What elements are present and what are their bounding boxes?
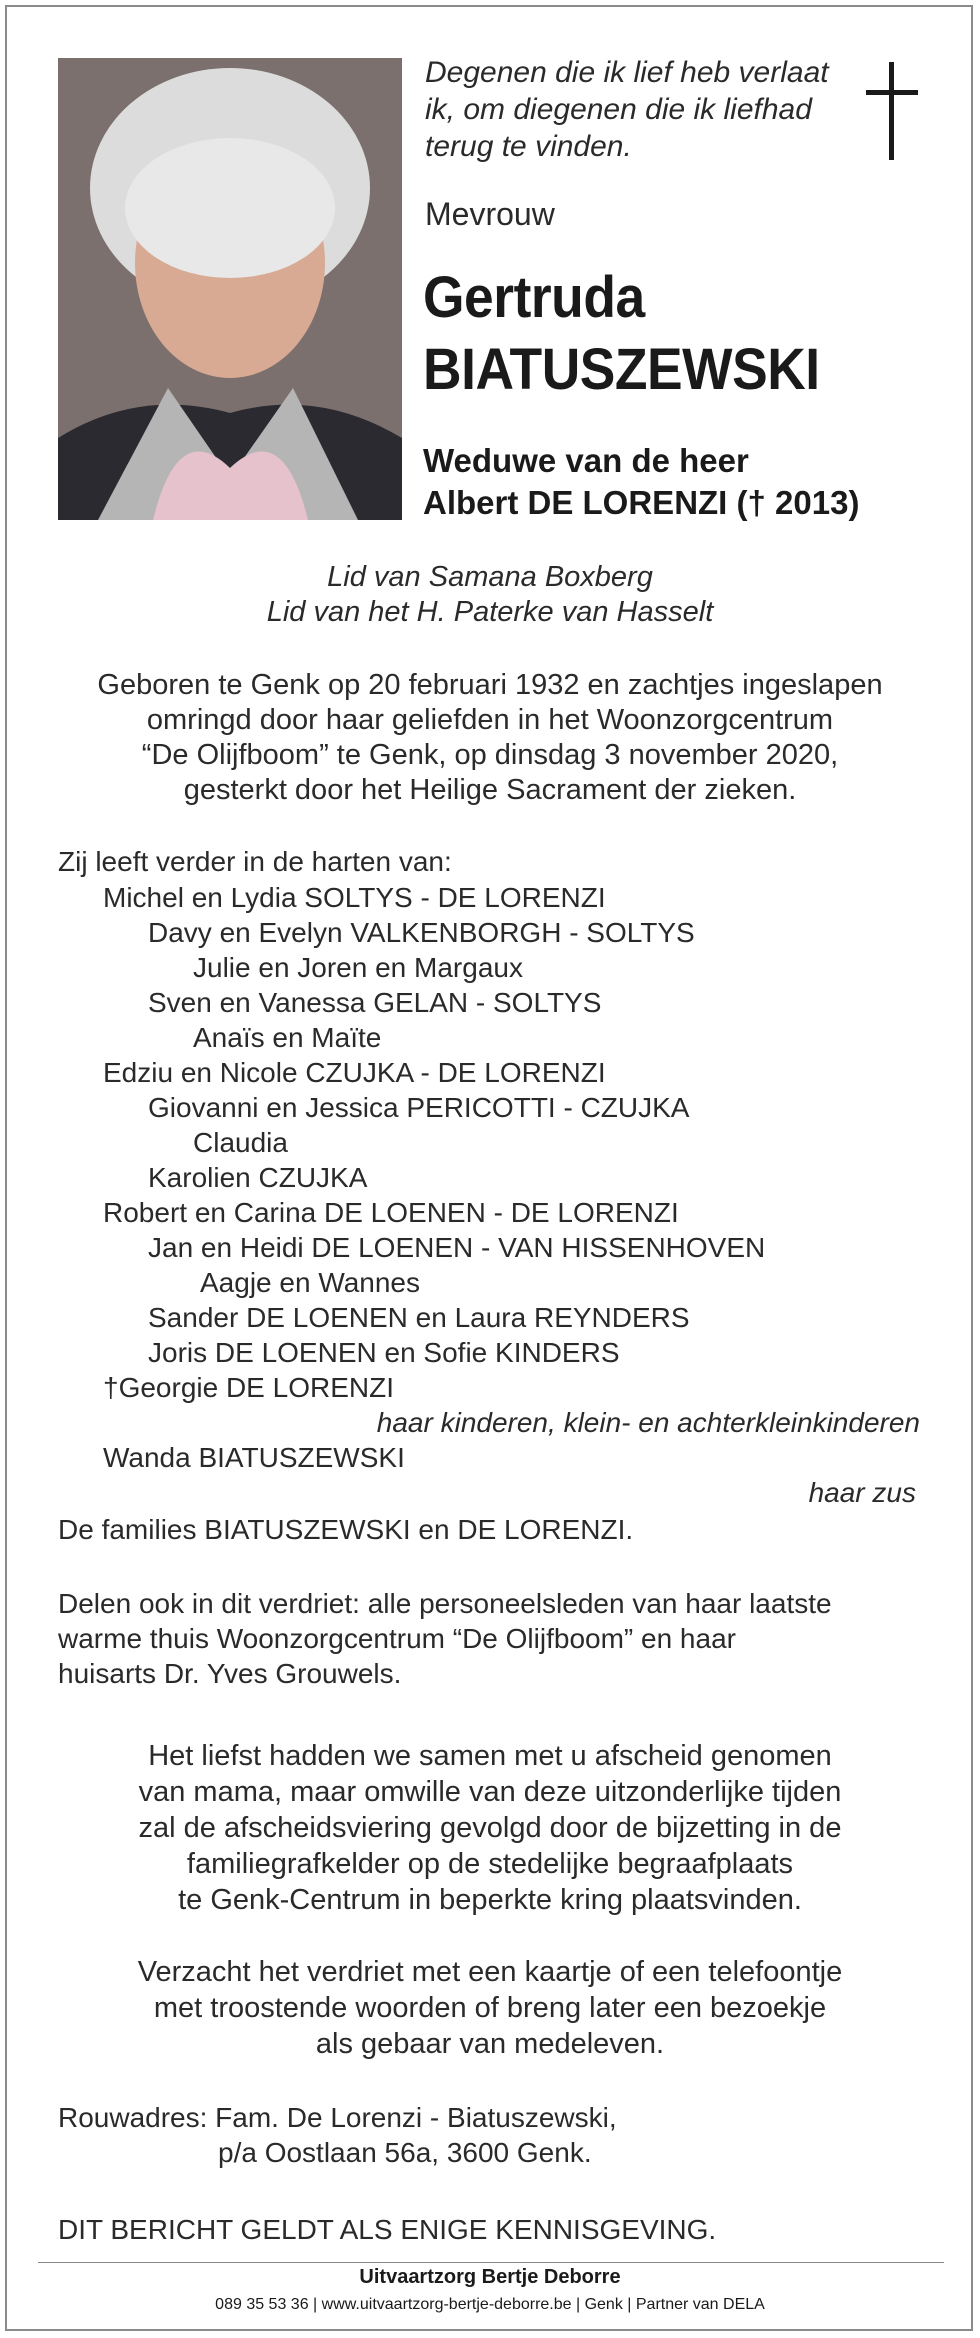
footer-divider: [38, 2262, 944, 2263]
poem-line: Degenen die ik lief heb verlaat: [425, 56, 829, 89]
memberships: [0, 560, 980, 630]
address-line: p/a Oostlaan 56a, 3600 Genk.: [218, 2137, 592, 2168]
family-line: †Georgie DE LORENZI: [103, 1372, 394, 1403]
family-line: Wanda BIATUSZEWSKI: [103, 1442, 405, 1473]
family-line: Edziu en Nicole CZUJKA - DE LORENZI: [103, 1057, 606, 1088]
footer-info: 089 35 53 36 | www.uitvaartzorg-bertje-deborre.be | Genk | Partner van DELA: [215, 2296, 765, 2313]
farewell-line: te Genk-Centrum in beperkte kring plaatsvinden.: [178, 1884, 802, 1916]
families-line: De families BIATUSZEWSKI en DE LORENZI.: [58, 1514, 634, 1545]
comfort-line: Verzacht het verdriet met een kaartje of een telefoontje: [137, 1956, 843, 1988]
share-line: huisarts Dr. Yves Grouwels.: [58, 1658, 402, 1689]
family-relation: haar kinderen, klein- en achterkleinkinderen: [376, 1407, 920, 1438]
family-line: Claudia: [193, 1127, 288, 1158]
comfort-line: als gebaar van medeleven.: [315, 2028, 665, 2060]
family-line: Giovanni en Jessica PERICOTTI - CZUJKA: [148, 1092, 690, 1123]
farewell-paragraph: [0, 1738, 980, 1918]
poem-line: ik, om diegenen die ik liefhad: [425, 93, 812, 126]
family-intro: Zij leeft verder in de harten van:: [58, 846, 452, 877]
family-line: Anaïs en Maïte: [193, 1022, 382, 1053]
birth-line: Geboren te Genk op 20 februari 1932 en zachtjes ingeslapen: [97, 669, 883, 701]
widow-text: Weduwe van de heer: [423, 442, 749, 479]
comfort-paragraph: [0, 1954, 980, 2062]
family-line: Aagje en Wannes: [200, 1267, 420, 1298]
salutation: Mevrouw: [425, 196, 555, 232]
deceased-name: [423, 262, 820, 406]
birth-line: “De Olijfboom” te Genk, op dinsdag 3 november 2020,: [141, 739, 839, 771]
widow-text: Albert DE LORENZI († 2013): [423, 484, 860, 521]
address-line: Rouwadres: Fam. De Lorenzi - Biatuszewski,: [58, 2102, 617, 2133]
family-line: Jan en Heidi DE LOENEN - VAN HISSENHOVEN: [148, 1232, 766, 1263]
poem-line: terug te vinden.: [425, 130, 632, 163]
birth-paragraph: [0, 668, 980, 808]
last-name: BIATUSZEWSKI: [423, 337, 820, 402]
widow-line: [423, 440, 859, 524]
family-line: Michel en Lydia SOLTYS - DE LORENZI: [103, 882, 606, 913]
notice: DIT BERICHT GELDT ALS ENIGE KENNISGEVING.: [58, 2214, 717, 2245]
family-line: Karolien CZUJKA: [148, 1162, 368, 1193]
comfort-line: met troostende woorden of breng later een bezoekje: [153, 1992, 827, 2024]
family-line: Robert en Carina DE LOENEN - DE LORENZI: [103, 1197, 679, 1228]
family-line: Joris DE LOENEN en Sofie KINDERS: [148, 1337, 620, 1368]
address-paragraph: [58, 2100, 938, 2170]
birth-line: gesterkt door het Heilige Sacrament der zieken.: [183, 774, 797, 806]
birth-line: omringd door haar geliefden in het Woonzorgcentrum: [146, 704, 834, 736]
membership: Lid van Samana Boxberg: [327, 561, 653, 593]
cross-icon: [862, 62, 922, 160]
first-name: Gertruda: [423, 265, 645, 330]
farewell-line: familiegrafkelder op de stedelijke begraafplaats: [186, 1848, 794, 1880]
family-relation: haar zus: [808, 1477, 916, 1508]
portrait-photo: [58, 58, 402, 520]
family-line: Davy en Evelyn VALKENBORGH - SOLTYS: [148, 917, 695, 948]
farewell-line: zal de afscheidsviering gevolgd door de bijzetting in de: [138, 1812, 842, 1844]
poem: [425, 54, 855, 165]
family-line: Sander DE LOENEN en Laura REYNDERS: [148, 1302, 690, 1333]
farewell-line: Het liefst hadden we samen met u afscheid genomen: [148, 1740, 832, 1772]
membership: Lid van het H. Paterke van Hasselt: [266, 596, 714, 628]
farewell-line: van mama, maar omwille van deze uitzonderlijke tijden: [138, 1776, 842, 1808]
share-line: warme thuis Woonzorgcentrum “De Olijfboom” en haar: [58, 1623, 736, 1654]
footer-title: Uitvaartzorg Bertje Deborre: [359, 2266, 621, 2288]
share-paragraph: [58, 1586, 938, 1691]
family-line: Sven en Vanessa GELAN - SOLTYS: [148, 987, 602, 1018]
share-line: Delen ook in dit verdriet: alle personeelsleden van haar laatste: [58, 1588, 832, 1619]
family-line: Julie en Joren en Margaux: [193, 952, 523, 983]
